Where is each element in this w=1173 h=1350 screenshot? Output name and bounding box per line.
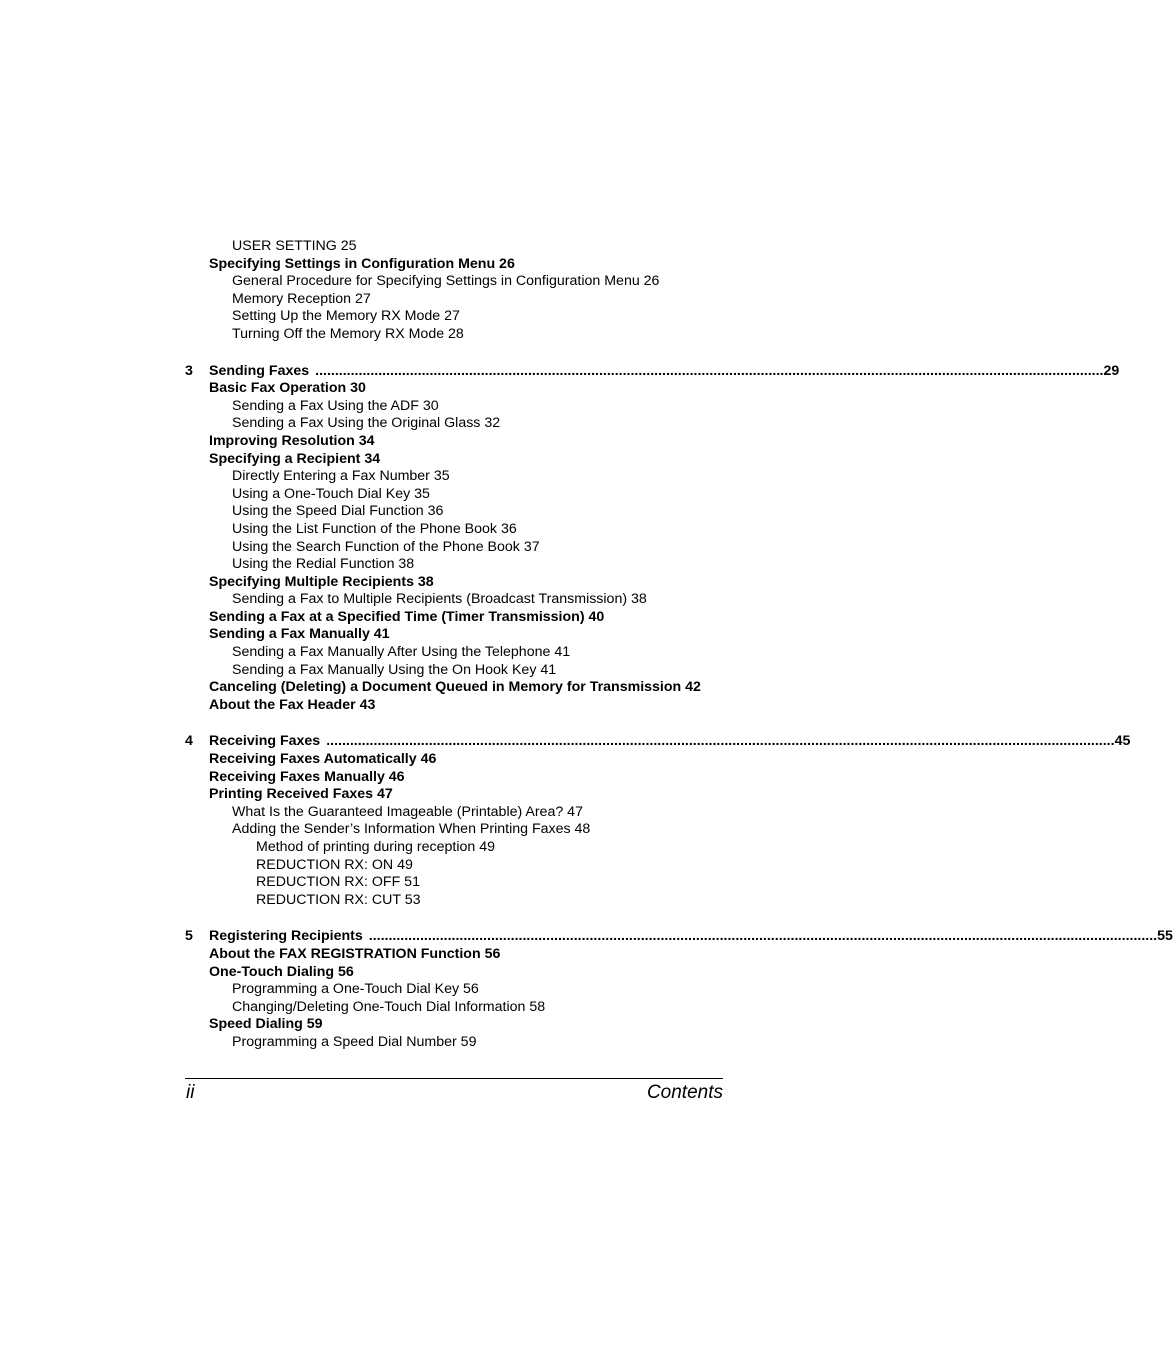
toc-entry-level1[interactable]: Receiving Faxes Automatically 46 bbox=[209, 751, 437, 768]
chapter-spacer bbox=[185, 344, 723, 363]
toc-entry-level2[interactable]: Using the Search Function of the Phone Book 37 bbox=[232, 538, 540, 555]
toc-entry-level1[interactable]: Specifying Settings in Configuration Menu 26 bbox=[209, 255, 515, 272]
chapter-page-number: 55 bbox=[1157, 928, 1173, 945]
toc-entry-level2[interactable]: USER SETTING 25 bbox=[232, 238, 357, 254]
toc-entry-level1[interactable]: Receiving Faxes Manually 46 bbox=[209, 768, 405, 785]
chapter-number: 4 bbox=[185, 733, 193, 750]
toc-entry-level2[interactable]: Sending a Fax Using the ADF 30 bbox=[232, 397, 439, 414]
chapter-title: Receiving Faxes bbox=[209, 733, 321, 750]
toc-entry-level1[interactable]: Basic Fax Operation 30 bbox=[209, 380, 366, 397]
toc-entry-level2[interactable]: Setting Up the Memory RX Mode 27 bbox=[232, 308, 460, 325]
footer-section-title: Contents bbox=[646, 1082, 723, 1103]
toc-entry-level1[interactable]: About the FAX REGISTRATION Function 56 bbox=[209, 945, 501, 962]
dot-leader: ........................................................................................................................................................................................................ bbox=[315, 362, 1104, 379]
toc-entry-level1[interactable]: Sending a Fax at a Specified Time (Timer Transmission) 40 bbox=[209, 608, 605, 625]
toc-entry-level1[interactable]: Printing Received Faxes 47 bbox=[209, 786, 393, 803]
toc-entry-level1[interactable]: About the Fax Header 43 bbox=[209, 696, 376, 713]
chapter-title: Registering Recipients bbox=[209, 928, 363, 945]
toc-entry-level1[interactable]: Canceling (Deleting) a Document Queued in Memory for Transmission 42 bbox=[209, 679, 701, 696]
chapter-spacer bbox=[185, 909, 723, 928]
toc-entry-level2[interactable]: Using the Redial Function 38 bbox=[232, 556, 415, 573]
toc-chapters bbox=[185, 344, 1173, 1052]
toc-entry-level1[interactable]: Improving Resolution 34 bbox=[209, 432, 375, 449]
table-of-contents bbox=[185, 238, 1173, 1052]
toc-entry-level2[interactable]: Programming a Speed Dial Number 59 bbox=[232, 1033, 477, 1050]
toc-entry-level2[interactable]: Memory Reception 27 bbox=[232, 290, 371, 307]
dot-leader: ........................................................................................................................................................................................................ bbox=[368, 928, 1158, 945]
toc-entry-level1[interactable]: One-Touch Dialing 56 bbox=[209, 963, 354, 980]
footer-page-number: ii bbox=[186, 1082, 195, 1103]
toc-entry-level2[interactable]: Sending a Fax Manually After Using the Telephone 41 bbox=[232, 644, 571, 661]
toc-entry-level3[interactable]: Method of printing during reception 49 bbox=[256, 839, 495, 855]
chapter-page-number: 45 bbox=[1114, 733, 1131, 750]
toc-entry-level3[interactable]: REDUCTION RX: CUT 53 bbox=[256, 891, 421, 908]
toc-entry-level2[interactable]: Adding the Sender’s Information When Printing Faxes 48 bbox=[232, 821, 591, 838]
toc-chapter-heading[interactable] bbox=[185, 733, 1131, 751]
toc-entry-level1[interactable]: Specifying a Recipient 34 bbox=[209, 450, 381, 467]
toc-entry-level3[interactable]: REDUCTION RX: OFF 51 bbox=[256, 874, 420, 891]
toc-entry-level3[interactable]: REDUCTION RX: ON 49 bbox=[256, 856, 413, 873]
toc-entry-level1[interactable]: Specifying Multiple Recipients 38 bbox=[209, 573, 434, 590]
chapter-number: 5 bbox=[185, 928, 193, 945]
toc-entry-level2[interactable]: Using a One-Touch Dial Key 35 bbox=[232, 485, 430, 502]
toc-entry-level2[interactable]: Directly Entering a Fax Number 35 bbox=[232, 468, 450, 485]
toc-entry-level1[interactable]: Speed Dialing 59 bbox=[209, 1016, 323, 1033]
toc-entry-level2[interactable]: Using the Speed Dial Function 36 bbox=[232, 503, 444, 520]
chapter-number: 3 bbox=[185, 362, 193, 379]
toc-continued-section bbox=[185, 238, 723, 344]
dot-leader: ........................................................................................................................................................................................................ bbox=[326, 733, 1115, 750]
toc-entry-level2[interactable]: Turning Off the Memory RX Mode 28 bbox=[232, 325, 464, 342]
chapter-spacer bbox=[185, 714, 723, 733]
toc-entry-level2[interactable]: Programming a One-Touch Dial Key 56 bbox=[232, 981, 479, 998]
toc-entry-level2[interactable]: What Is the Guaranteed Imageable (Printable) Area? 47 bbox=[232, 803, 583, 820]
toc-entry-level2[interactable]: Changing/Deleting One-Touch Dial Information 58 bbox=[232, 998, 546, 1015]
toc-entry-level2[interactable]: Sending a Fax Manually Using the On Hook Key 41 bbox=[232, 661, 557, 678]
toc-entry-level2[interactable]: Sending a Fax to Multiple Recipients (Broadcast Transmission) 38 bbox=[232, 591, 647, 608]
footer-divider bbox=[185, 1078, 723, 1079]
toc-entry-level2[interactable]: Sending a Fax Using the Original Glass 32 bbox=[232, 415, 501, 432]
toc-chapter-heading[interactable] bbox=[185, 362, 1120, 381]
toc-entry-level2[interactable]: Using the List Function of the Phone Book 36 bbox=[232, 520, 517, 537]
chapter-page-number: 29 bbox=[1103, 362, 1120, 379]
toc-entry-level2[interactable]: General Procedure for Specifying Settings in Configuration Menu 26 bbox=[232, 273, 660, 290]
chapter-title: Sending Faxes bbox=[209, 362, 310, 379]
toc-entry-level1[interactable]: Sending a Fax Manually 41 bbox=[209, 626, 390, 643]
toc-chapter-heading[interactable] bbox=[185, 928, 1173, 946]
